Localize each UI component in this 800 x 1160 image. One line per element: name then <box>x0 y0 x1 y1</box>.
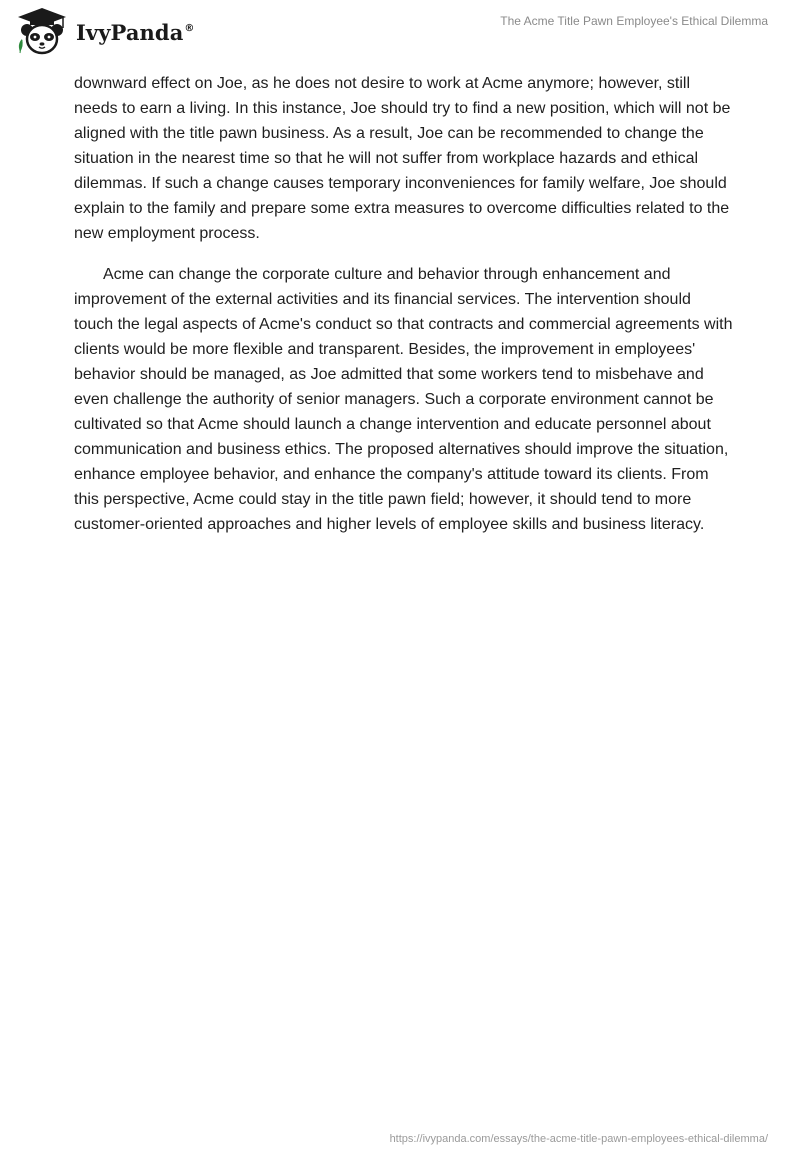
page-header <box>0 0 800 70</box>
source-url[interactable]: https://ivypanda.com/essays/the-acme-title-pawn-employees-ethical-dilemma/ <box>389 1133 768 1145</box>
brand-name: IvyPanda® <box>76 19 195 45</box>
paragraph-continuation: downward effect on Joe, as he does not desire to work at Acme anymore; however, still needs to earn a living. In this instance, Joe should try to find a new position, which will not be aligned with the title pawn business. As a result, Joe can be recommended to change the situation in the nearest time so that he will not suffer from workplace hazards and ethical dilemmas. If such a change causes temporary inconveniences for family welfare, Joe should explain to the family and prepare some extra measures to overcome difficulties related to the new employment process. <box>74 75 731 242</box>
document-title: The Acme Title Pawn Employee's Ethical Dilemma <box>500 14 768 28</box>
brand-logo[interactable] <box>14 8 195 54</box>
panda-graduate-icon <box>14 6 70 56</box>
paragraph: Acme can change the corporate culture and behavior through enhancement and improvement of the external activities and its financial services. The intervention should touch the legal aspects of Acme's conduct so that contracts and commercial agreements with clients would be more flexible and transparent. Besides, the improvement in employees' behavior should be managed, as Joe admitted that some workers tend to misbehave and even challenge the authority of senior managers. Such a corporate environment cannot be cultivated so that Acme should launch a change intervention and educate personnel about communication and business ethics. The proposed alternatives should improve the situation, enhance employee behavior, and enhance the company's attitude toward its clients. From this perspective, Acme could stay in the title pawn field; however, it should tend to more customer-oriented approaches and higher levels of employee skills and business literacy. <box>74 266 733 533</box>
essay-body <box>74 71 734 537</box>
registered-mark: ® <box>184 22 195 34</box>
